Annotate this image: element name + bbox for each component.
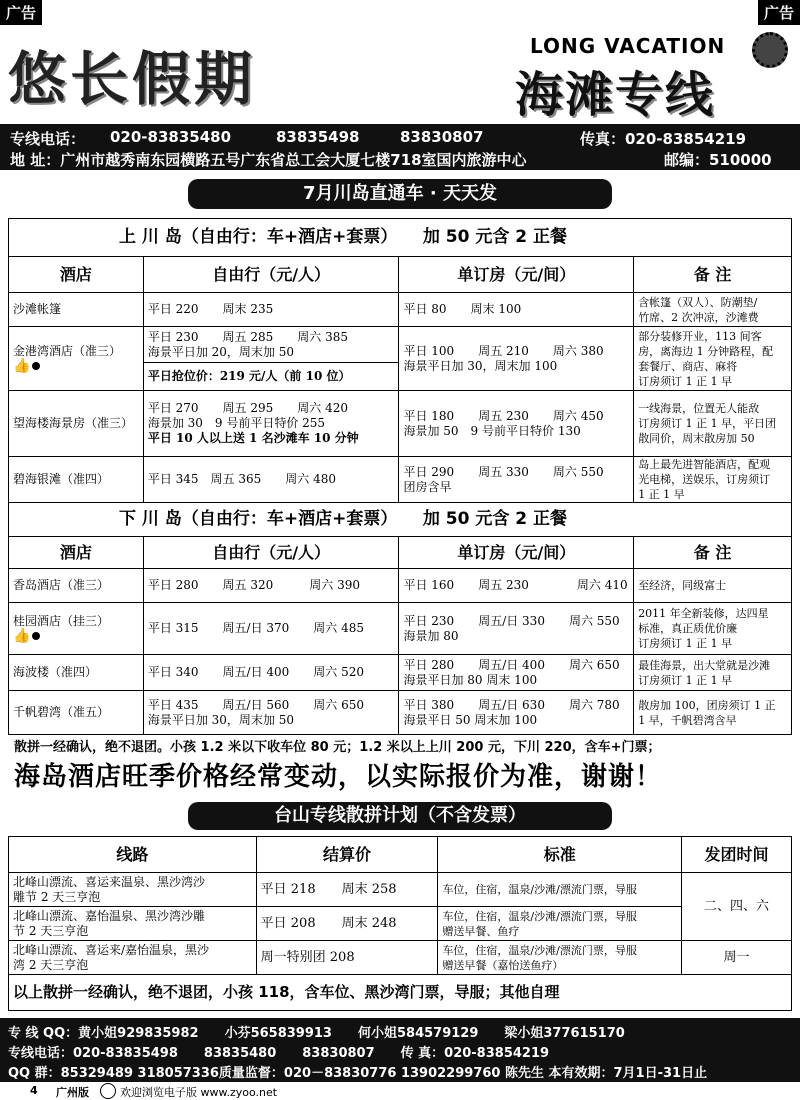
price: 周一特别团 208 [256, 941, 438, 975]
notice-small: 散拼一经确认，绝不退团。小孩 1.2 米以下收车位 80 元；1.2 米以上上川 200 元，下川 220，含车+门票； [14, 740, 661, 755]
hotel-name: 海波楼（准四） [9, 655, 144, 691]
room-price: 平日 100 周五 210 周六 380 海景平日加 30，周末加 100 [399, 327, 634, 391]
room-price: 平日 290 周五 330 周六 550 团房含早 [399, 457, 634, 503]
room-price: 平日 280 周五/日 400 周六 650 海景平日加 80 周末 100 [399, 655, 634, 691]
ad-tag-left: 广告 [0, 0, 42, 25]
room-price: 平日 80 周末 100 [399, 293, 634, 327]
hotel-name: 沙滩帐篷 [9, 293, 144, 327]
route: 北峰山漂流、喜运来温泉、黑沙湾沙 雕节 2 天三亨泡 [9, 873, 257, 907]
price: 平日 218 周末 258 [256, 873, 438, 907]
fax: 传真：020-83854219 [580, 130, 747, 148]
header-room: 单订房（元/间） [399, 537, 634, 569]
depart-time: 二、四、六 [682, 873, 792, 941]
hotel-note: 2011 年全新装修，达四星 标准，真正质优价廉 订房须订 1 正 1 早 [634, 603, 792, 655]
room-price: 平日 230 周五/日 330 周六 550 海景加 80 [399, 603, 634, 655]
header-standard: 标准 [438, 837, 682, 873]
hotel-name: 桂园酒店（挂三） 👍 [9, 603, 144, 655]
taishan-table [8, 836, 792, 1011]
hotel-name: 千帆碧湾（准五） [9, 691, 144, 735]
free-price: 平日 345 周五 365 周六 480 [143, 457, 399, 503]
hotel-name: 望海楼海景房（准三） [9, 391, 144, 457]
standard: 车位，住宿，温泉/沙滩/漂流门票，导服 赠送早餐（嘉怡送鱼疗） [438, 941, 682, 975]
section1-title: 7月川岛直通车 · 天天发 [188, 179, 612, 209]
free-price: 平日 315 周五/日 370 周六 485 [143, 603, 399, 655]
free-price: 平日 230 周五 285 周六 385 海景平日加 20，周末加 50 [143, 327, 399, 363]
edition: 广州版 [56, 1086, 89, 1099]
hotel-note: 至经济，同级富士 [634, 569, 792, 603]
ad-tag-right: 广告 [758, 0, 800, 25]
taishan-notice: 以上散拼一经确认，绝不退团，小孩 118，含车位、黑沙湾门票，导服；其他自理 [9, 975, 792, 1011]
header-room: 单订房（元/间） [399, 257, 634, 293]
free-price: 平日 435 周五/日 560 周六 650 海景平日加 30，周末加 50 [143, 691, 399, 735]
hotel-name: 碧海银滩（准四） [9, 457, 144, 503]
header-route: 线路 [9, 837, 257, 873]
contact-bar [0, 124, 800, 170]
standard: 车位，住宿，温泉/沙滩/漂流门票，导服 [438, 873, 682, 907]
room-price: 平日 180 周五 230 周六 450 海景加 50 9 号前平日特价 130 [399, 391, 634, 457]
dot-icon [32, 362, 40, 370]
address: 地 址：广州市越秀南东园横路五号广东省总工会大厦七楼718室国内旅游中心 [10, 151, 527, 169]
header-hotel: 酒店 [9, 257, 144, 293]
section2-title: 台山专线散拼计划（不含发票） [188, 802, 612, 830]
room-price: 平日 160 周五 230 周六 410 [399, 569, 634, 603]
header-note: 备 注 [634, 257, 792, 293]
hotel-note: 部分装修开业，113 间客 房，离海边 1 分钟路程，配 套餐厅、商店、麻将 订房须订 1 正 1 早 [634, 327, 792, 391]
header-hotel: 酒店 [9, 537, 144, 569]
chuandao-table [8, 218, 792, 735]
phone-label: 专线电话： [10, 130, 86, 148]
header-free: 自由行（元/人） [143, 257, 399, 293]
footer-tel: 专线电话：020-83835498 83835480 83830807 传 真：020-83854219 [8, 1046, 550, 1061]
sun-icon [752, 32, 788, 68]
brand-name: 悠长假期 [8, 45, 257, 113]
special-price: 平日抢位价：219 元/人（前 10 位） [143, 363, 399, 391]
hotel-note: 岛上最先进智能酒店，配观 光电梯，送娱乐，订房须订 1 正 1 早 [634, 457, 792, 503]
footer-qq: 专 线 QQ：黄小姐929835982 小芬565839913 何小姐584579129 梁小姐377615170 [8, 1026, 625, 1041]
promo: 欢迎浏览电子版 www.zyoo.net [120, 1086, 278, 1099]
page-footer [0, 1082, 800, 1100]
hotel-note: 含帐篷（双人）、防潮垫/ 竹席、2 次冲凉，沙滩费 [634, 293, 792, 327]
route: 北峰山漂流、喜运来/嘉怡温泉，黑沙 湾 2 天三亨泡 [9, 941, 257, 975]
lower-island-title: 下 川 岛（自由行：车+酒店+套票） 加 50 元含 2 正餐 [9, 503, 792, 537]
hotel-note: 散房加 100，团房须订 1 正 1 早，千帆碧湾含早 [634, 691, 792, 735]
hotel-note: 一线海景，位置无人能敌 订房须订 1 正 1 早，平日团 散同价，周末散房加 50 [634, 391, 792, 457]
phone-1: 020-83835480 [110, 128, 232, 146]
depart-time: 周一 [682, 941, 792, 975]
free-price: 平日 280 周五 320 周六 390 [143, 569, 399, 603]
header-depart: 发团时间 [682, 837, 792, 873]
free-price: 平日 340 周五/日 400 周六 520 [143, 655, 399, 691]
header-free: 自由行（元/人） [143, 537, 399, 569]
phone-3: 83830807 [400, 128, 484, 146]
brand-en: LONG VACATION [530, 34, 726, 58]
standard: 车位，住宿，温泉/沙滩/漂流门票，导服 赠送早餐、鱼疗 [438, 907, 682, 941]
hotel-name: 金港湾酒店（准三） 👍 [9, 327, 144, 391]
footer-group: QQ 群：85329489 318057336质量监督：020－83830776 13902299760 陈先生 本有效期：7月1日-31日止 [8, 1066, 708, 1081]
hotel-name: 香岛酒店（准三） [9, 569, 144, 603]
route: 北峰山漂流、嘉怡温泉、黑沙湾沙雕 节 2 天三亨泡 [9, 907, 257, 941]
free-price: 平日 220 周末 235 [143, 293, 399, 327]
postcode: 邮编：510000 [664, 151, 772, 169]
logo-icon [100, 1083, 116, 1099]
thumbs-up-icon: 👍 [13, 627, 31, 644]
notice-large: 海岛酒店旺季价格经常变动，以实际报价为准，谢谢！ [14, 762, 663, 792]
dot-icon [32, 632, 40, 640]
free-price: 平日 270 周五 295 周六 420 海景加 30 9 号前平日特价 255 平日 10 人以上送 1 名沙滩车 10 分钟 [143, 391, 399, 457]
thumbs-up-icon: 👍 [13, 357, 31, 374]
price: 平日 208 周末 248 [256, 907, 438, 941]
header-note: 备 注 [634, 537, 792, 569]
footer-bar [0, 1018, 800, 1082]
hotel-note: 最佳海景，出大堂就是沙滩 订房须订 1 正 1 早 [634, 655, 792, 691]
phone-2: 83835498 [276, 128, 360, 146]
room-price: 平日 380 周五/日 630 周六 780 海景平日 50 周末加 100 [399, 691, 634, 735]
header-price: 结算价 [256, 837, 438, 873]
upper-island-title: 上 川 岛（自由行：车+酒店+套票） 加 50 元含 2 正餐 [9, 219, 792, 257]
page-number: 4 [30, 1084, 38, 1097]
brand-sub: 海滩专线 [515, 67, 716, 123]
